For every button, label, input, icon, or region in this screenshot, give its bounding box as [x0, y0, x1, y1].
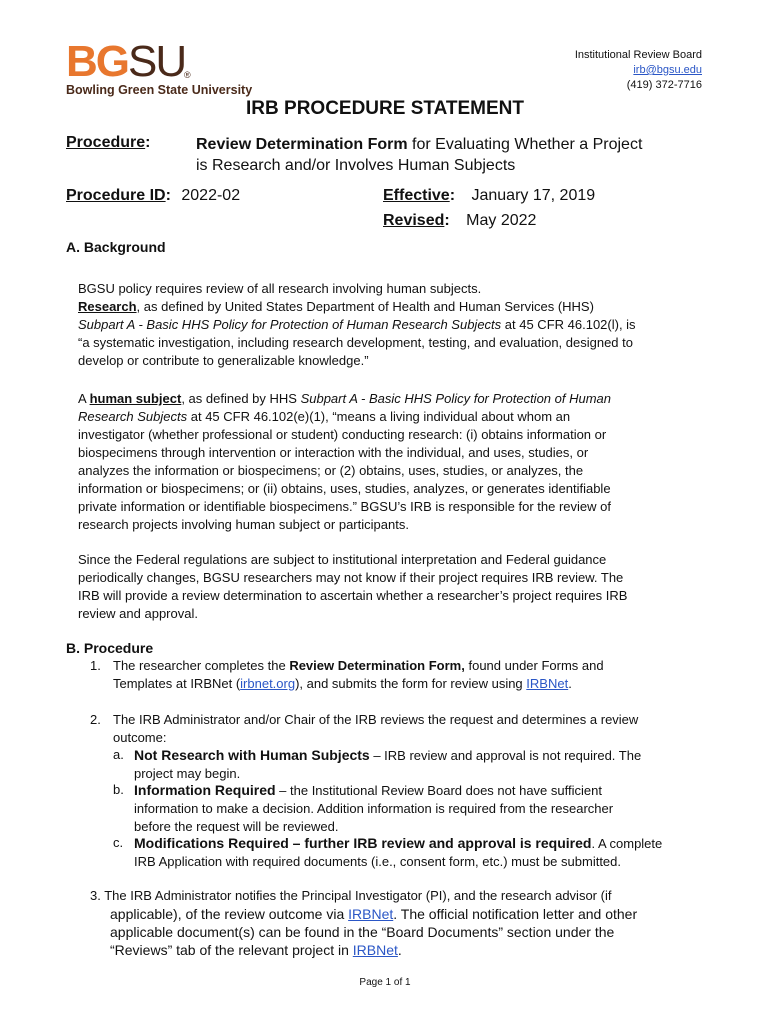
federal-regulations-paragraph: Since the Federal regulations are subject to institutional interpretation and Federal guidance periodically changes, BGSU researchers may not know if their project requires IRB review. The IRB will provide a review determination to ascertain whether a researcher’s project requires IRB review and approval.	[78, 552, 628, 621]
step-2-number: 2.	[90, 712, 101, 727]
bgsu-logo	[66, 37, 266, 98]
page-title: IRB PROCEDURE STATEMENT	[246, 98, 524, 119]
outcome-c-text: Modifications Required – further IRB review and approval is required. A complete IRB Application with required documents (i.e., consent form, etc.) must be submitted.	[134, 835, 663, 869]
logo-university-name: Bowling Green State University	[66, 83, 253, 97]
outcome-a-text: Not Research with Human Subjects – IRB review and approval is not required. The project may begin.	[134, 747, 642, 781]
step-3-text: 3. The IRB Administrator notifies the Principal Investigator (PI), and the research advisor (if applicable), of the review outcome via IRBNet. The official notification letter and other applicable document(s) can be found in the “Board Documents” section under the “Reviews” tab of the relevant project in IRBNet.	[90, 888, 638, 958]
procedure-id: Procedure ID: 2022-02	[66, 187, 241, 204]
outcome-c-mark: c.	[113, 835, 124, 850]
background-body: BGSU policy requires review of all research involving human subjects. Research, as defined by United States Department of Health and Human Services (HHS) Subpart A - Basic HHS Policy for Protection of Human Research Subjects at 45 CFR 46.102(l), is “a systematic investigation, including research development, testing, and evaluation, designed to develop or contribute to generalizable knowledge.”	[78, 281, 636, 368]
org-name: Institutional Review Board	[574, 49, 702, 61]
logo-registered-mark: ®	[184, 70, 191, 80]
email-link[interactable]: irb@bgsu.edu	[633, 64, 702, 76]
revised-date: Revised: May 2022	[383, 212, 537, 229]
section-background-heading: A. Background	[66, 239, 166, 255]
outcome-b-mark: b.	[113, 782, 124, 797]
procedure-name: Review Determination Form for Evaluating Whether a Project is Research and/or Involves Human Subjects	[196, 136, 643, 174]
procedure-label-row: Procedure:	[66, 134, 151, 151]
step-1-number: 1.	[90, 658, 101, 673]
logo-wordmark: BGSU	[66, 37, 186, 86]
human-subject-paragraph: A human subject, as defined by HHS Subpart A - Basic HHS Policy for Protection of Human Research Subjects at 45 CFR 46.102(e)(1), “means a living individual about whom an investigator (whether professional or student) conducting research: (i) obtains information or biospecimens through intervention or interaction with the individual, and uses, studies, or analyzes the information or biospecimens; or (2) obtains, uses, studies, or analyzes, the information or biospecimens; or (ii) obtains, uses, studies, analyzes, or generates identifiable private information or identifiable biospecimens.” BGSU’s IRB is responsible for the review of research projects involving human subject or participants.	[78, 391, 612, 532]
step-2-text: The IRB Administrator and/or Chair of the IRB reviews the request and determines a review outcome:	[113, 712, 639, 745]
effective-date: Effective: January 17, 2019	[383, 187, 596, 204]
phone-number: (419) 372-7716	[626, 79, 702, 91]
irbnet-link-step3b[interactable]: IRBNet	[352, 942, 398, 958]
contact-block	[575, 48, 702, 93]
outcome-b-text: Information Required – the Institutional Review Board does not have sufficient information to make a decision. Addition information is required from the researcher before the request will be reviewed.	[134, 782, 614, 834]
outcome-a-mark: a.	[113, 747, 124, 762]
page-number: Page 1 of 1	[359, 977, 411, 988]
section-procedure-heading: B. Procedure	[66, 640, 154, 656]
irbnet-org-link[interactable]: irbnet.org	[240, 676, 296, 691]
irbnet-link-step1[interactable]: IRBNet	[526, 676, 569, 691]
step-1-text: The researcher completes the Review Determination Form, found under Forms and Templates at IRBNet (irbnet.org), and submits the form for review using IRBNet.	[113, 658, 604, 691]
irbnet-link-step3a[interactable]: IRBNet	[348, 906, 394, 922]
